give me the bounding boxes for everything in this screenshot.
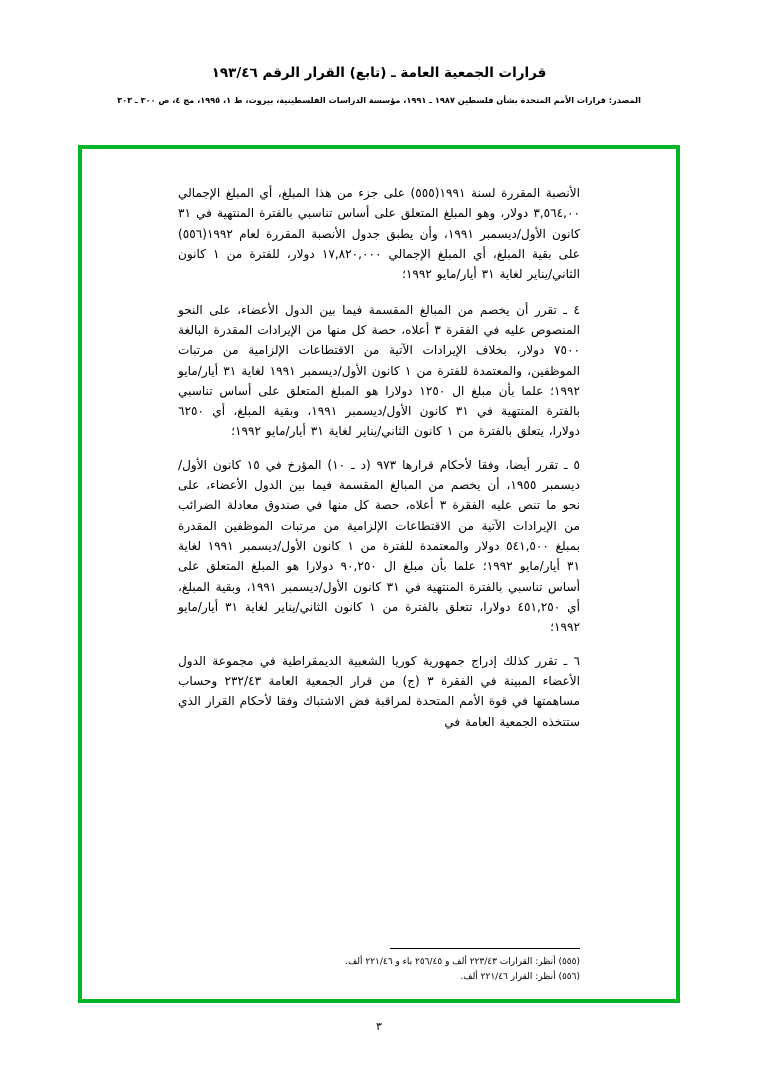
- paragraph-continuation: الأنصبة المقررة لسنة ١٩٩١(٥٥٥) على جزء من هذا المبلغ، أي المبلغ الإجمالي ٣,٥٦٤,٠٠ دولار، وهو المبلغ المتعلق على أساس تناسبي بالفترة المنتهية في ٣١ كانون الأول/ديسمبر ١٩٩١، وأن يطبق جدول الأنصبة المقررة لعام ١٩٩٢(٥٥٦) على بقية المبلغ، أي المبلغ الإجمالي ١٧,٨٢٠,٠٠٠ دولار، للفترة من ١ كانون الثاني/يناير لغاية ٣١ أيار/مايو ١٩٩٢؛: [178, 186, 580, 282]
- page-number: ٣: [376, 1020, 382, 1033]
- source-line: المصدر: قرارات الأمم المتحدة بشأن فلسطين ١٩٨٧ ـ ١٩٩١، مؤسسة الدراسات الفلسطينية، بيروت، ط ١، ١٩٩٥، مج ٤، ص ٣٠٠ ـ ٣٠٣: [117, 94, 641, 105]
- footnote-556: (٥٥٦) أنظر: القرار ٢٢١/٤٦ ألف.: [460, 972, 580, 983]
- footnote-block: [220, 948, 580, 985]
- content-area: [82, 149, 676, 999]
- footnote-separator: [390, 948, 580, 949]
- green-content-frame: [78, 145, 680, 1003]
- footnote-555: (٥٥٥) أنظر: القرارات ٢٢٣/٤٣ ألف و ٢٥٦/٤٥ باء و ٢٢١/٤٦ ألف.: [345, 957, 580, 968]
- paragraph-item-6: ٦ ـ تقرر كذلك إدراج جمهورية كوريا الشعبية الديمقراطية في مجموعة الدول الأعضاء المبينة في الفقرة ٣ (ج) من قرار الجمعية العامة ٢٣٢/٤٣ وحساب مساهمتها في قوة الأمم المتحدة لمراقبة فض الاشتباك وفقا لأحكام القرار الذي ستتخذه الجمعية العامة في: [178, 653, 580, 729]
- paragraph-item-5: ٥ ـ تقرر أيضا، وفقا لأحكام قرارها ٩٧٣ (د ـ ١٠) المؤرخ في ١٥ كانون الأول/ديسمبر ١٩٥٥، أن يخصم من المبالغ المقسمة فيما بين الدول الأعضاء، على نحو ما تنص عليه الفقرة ٣ أعلاه، حصة كل منها في صندوق معادلة الضرائب من الإيرادات الآتية من الاقتطاعات الإلزامية من مرتبات الموظفين المقدرة بمبلغ ٥٤١,٥٠٠ دولار والمعتمدة للفترة من ١ كانون الأول/ديسمبر ١٩٩١ لغاية ٣١ أيار/مايو ١٩٩٢؛ علما بأن مبلغ ال ٩٠,٢٥٠ دولارا هو المبلغ المتعلق على أساس تناسبي بالفترة المنتهية في ٣١ كانون الأول/ديسمبر ١٩٩١، وبقية المبلغ، أي ٤٥١,٢٥٠ دولارا، تتعلق بالفترة من ١ كانون الثاني/يناير لغاية ٣١ أيار/مايو ١٩٩٢؛: [178, 457, 581, 635]
- document-header: [0, 64, 758, 106]
- paragraph-item-4: ٤ ـ تقرر أن يخصم من المبالغ المقسمة فيما بين الدول الأعضاء، على النحو المنصوص عليه في الفقرة ٣ أعلاه، حصة كل منها من الإيرادات المقدرة البالغة ٧٥٠٠ دولار، بخلاف الإيرادات الآتية من الاقتطاعات الإلزامية من مرتبات الموظفين، والمعتمدة للفترة من ١ كانون الأول/ديسمبر ١٩٩١ لغاية ٣١ أيار/مايو ١٩٩٢؛ علما بأن مبلغ ال ١٢٥٠ دولارا هو المبلغ المتعلق على أساس تناسبي بالفترة المنتهية في ٣١ كانون الأول/ديسمبر ١٩٩١، وبقية المبلغ، أي ٦٢٥٠ دولارا، يتعلق بالفترة من ١ كانون الثاني/يناير لغاية ٣١ أيار/مايو ١٩٩٢؛: [178, 302, 581, 439]
- page-title: قرارات الجمعية العامة ـ (تابع) القرار الرقم ١٩٣/٤٦: [211, 65, 547, 81]
